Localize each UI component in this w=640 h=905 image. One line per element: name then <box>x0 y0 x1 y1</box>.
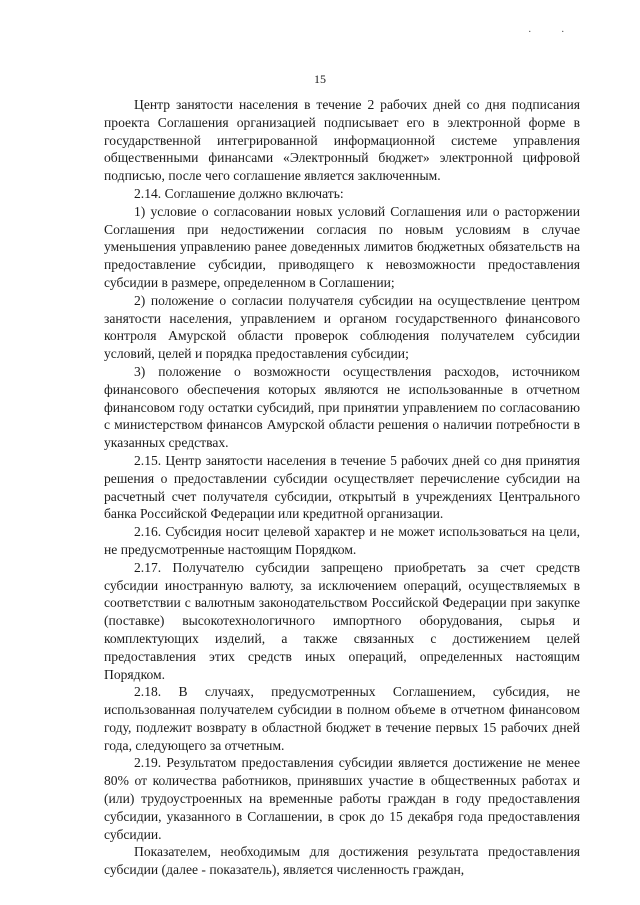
paragraph-item-3: 3) положение о возможности осуществления расходов, источником финансового обеспечения которых являются не использованные в отчетном финансовом году остатки субсидий, при принятии управлением по согласованию с министерством финансов Амурской области решения о наличии потребности в указанных средствах. <box>104 363 580 451</box>
paragraph-2-16: 2.16. Субсидия носит целевой характер и не может использоваться на цели, не предусмотренные настоящим Порядком. <box>104 524 580 557</box>
paragraph-2-15: 2.15. Центр занятости населения в течение 5 рабочих дней со дня принятия решения о предоставлении субсидии осуществляет перечисление субсидии на расчетный счет получателя субсидии, открытый в учреждениях Центрального банка Российской Федерации или кредитной организации. <box>104 452 580 522</box>
paragraph-indicator: Показателем, необходимым для достижения результата предоставления субсидии (далее - показатель), является численность граждан, <box>104 844 580 878</box>
paragraph-item-2: 2) положение о согласии получателя субсидии на осуществление центром занятости населения, управлением и органом государственного финансового контроля Амурской области проверок соблюдения получателем субсидии условий, целей и порядка предоставления субсидии; <box>104 292 580 362</box>
paragraph-2-18: 2.18. В случаях, предусмотренных Соглашением, субсидия, не использованная получателем субсидии в полном объеме в отчетном финансовом году, подлежит возврату в областной бюджет в течение первых 15 рабочих дней года, следующего за отчетным. <box>104 684 580 753</box>
paragraph-intro: Центр занятости населения в течение 2 рабочих дней со дня подписания проекта Соглашения организацией подписывает его в электронной форме в государственной интегрированной информационной системе управления общественными финансами «Электронный бюджет» электронной цифровой подписью, после чего соглашение является заключенным. <box>104 97 580 184</box>
paragraph-item-1: 1) условие о согласовании новых условий Соглашения или о расторжении Соглашения при недостижении согласия по новым условиям в случае уменьшения управлению ранее доведенных лимитов бюджетных обязательств на предоставление субсидии, приводящего к невозможности предоставления субсидии в размере, определенном в Соглашении; <box>104 203 580 290</box>
paragraph-2-17: 2.17. Получателю субсидии запрещено приобретать за счет средств субсидии иностранную валюту, за исключением операций, осуществляемых в соответствии с валютным законодательством Российской Федерации при закупке (поставке) высокотехнологичного импортного оборудования, сырья и комплектующих изделий, а также связанных с достижением целей предоставления этих средств иных операций, определенных настоящим Порядком. <box>104 559 580 682</box>
corner-marks: . . <box>528 24 578 35</box>
paragraph-2-19: 2.19. Результатом предоставления субсидии является достижение не менее 80% от количества работников, принявших участие в общественных работах и (или) трудоустроенных на временные работы граждан в году предоставления субсидии, указанного в Соглашении, в срок до 15 декабря года предоставления субсидии. <box>104 755 580 842</box>
paragraph-2-14: 2.14. Соглашение должно включать: <box>134 185 344 201</box>
body-text <box>104 96 580 879</box>
page-number: 15 <box>314 72 326 86</box>
